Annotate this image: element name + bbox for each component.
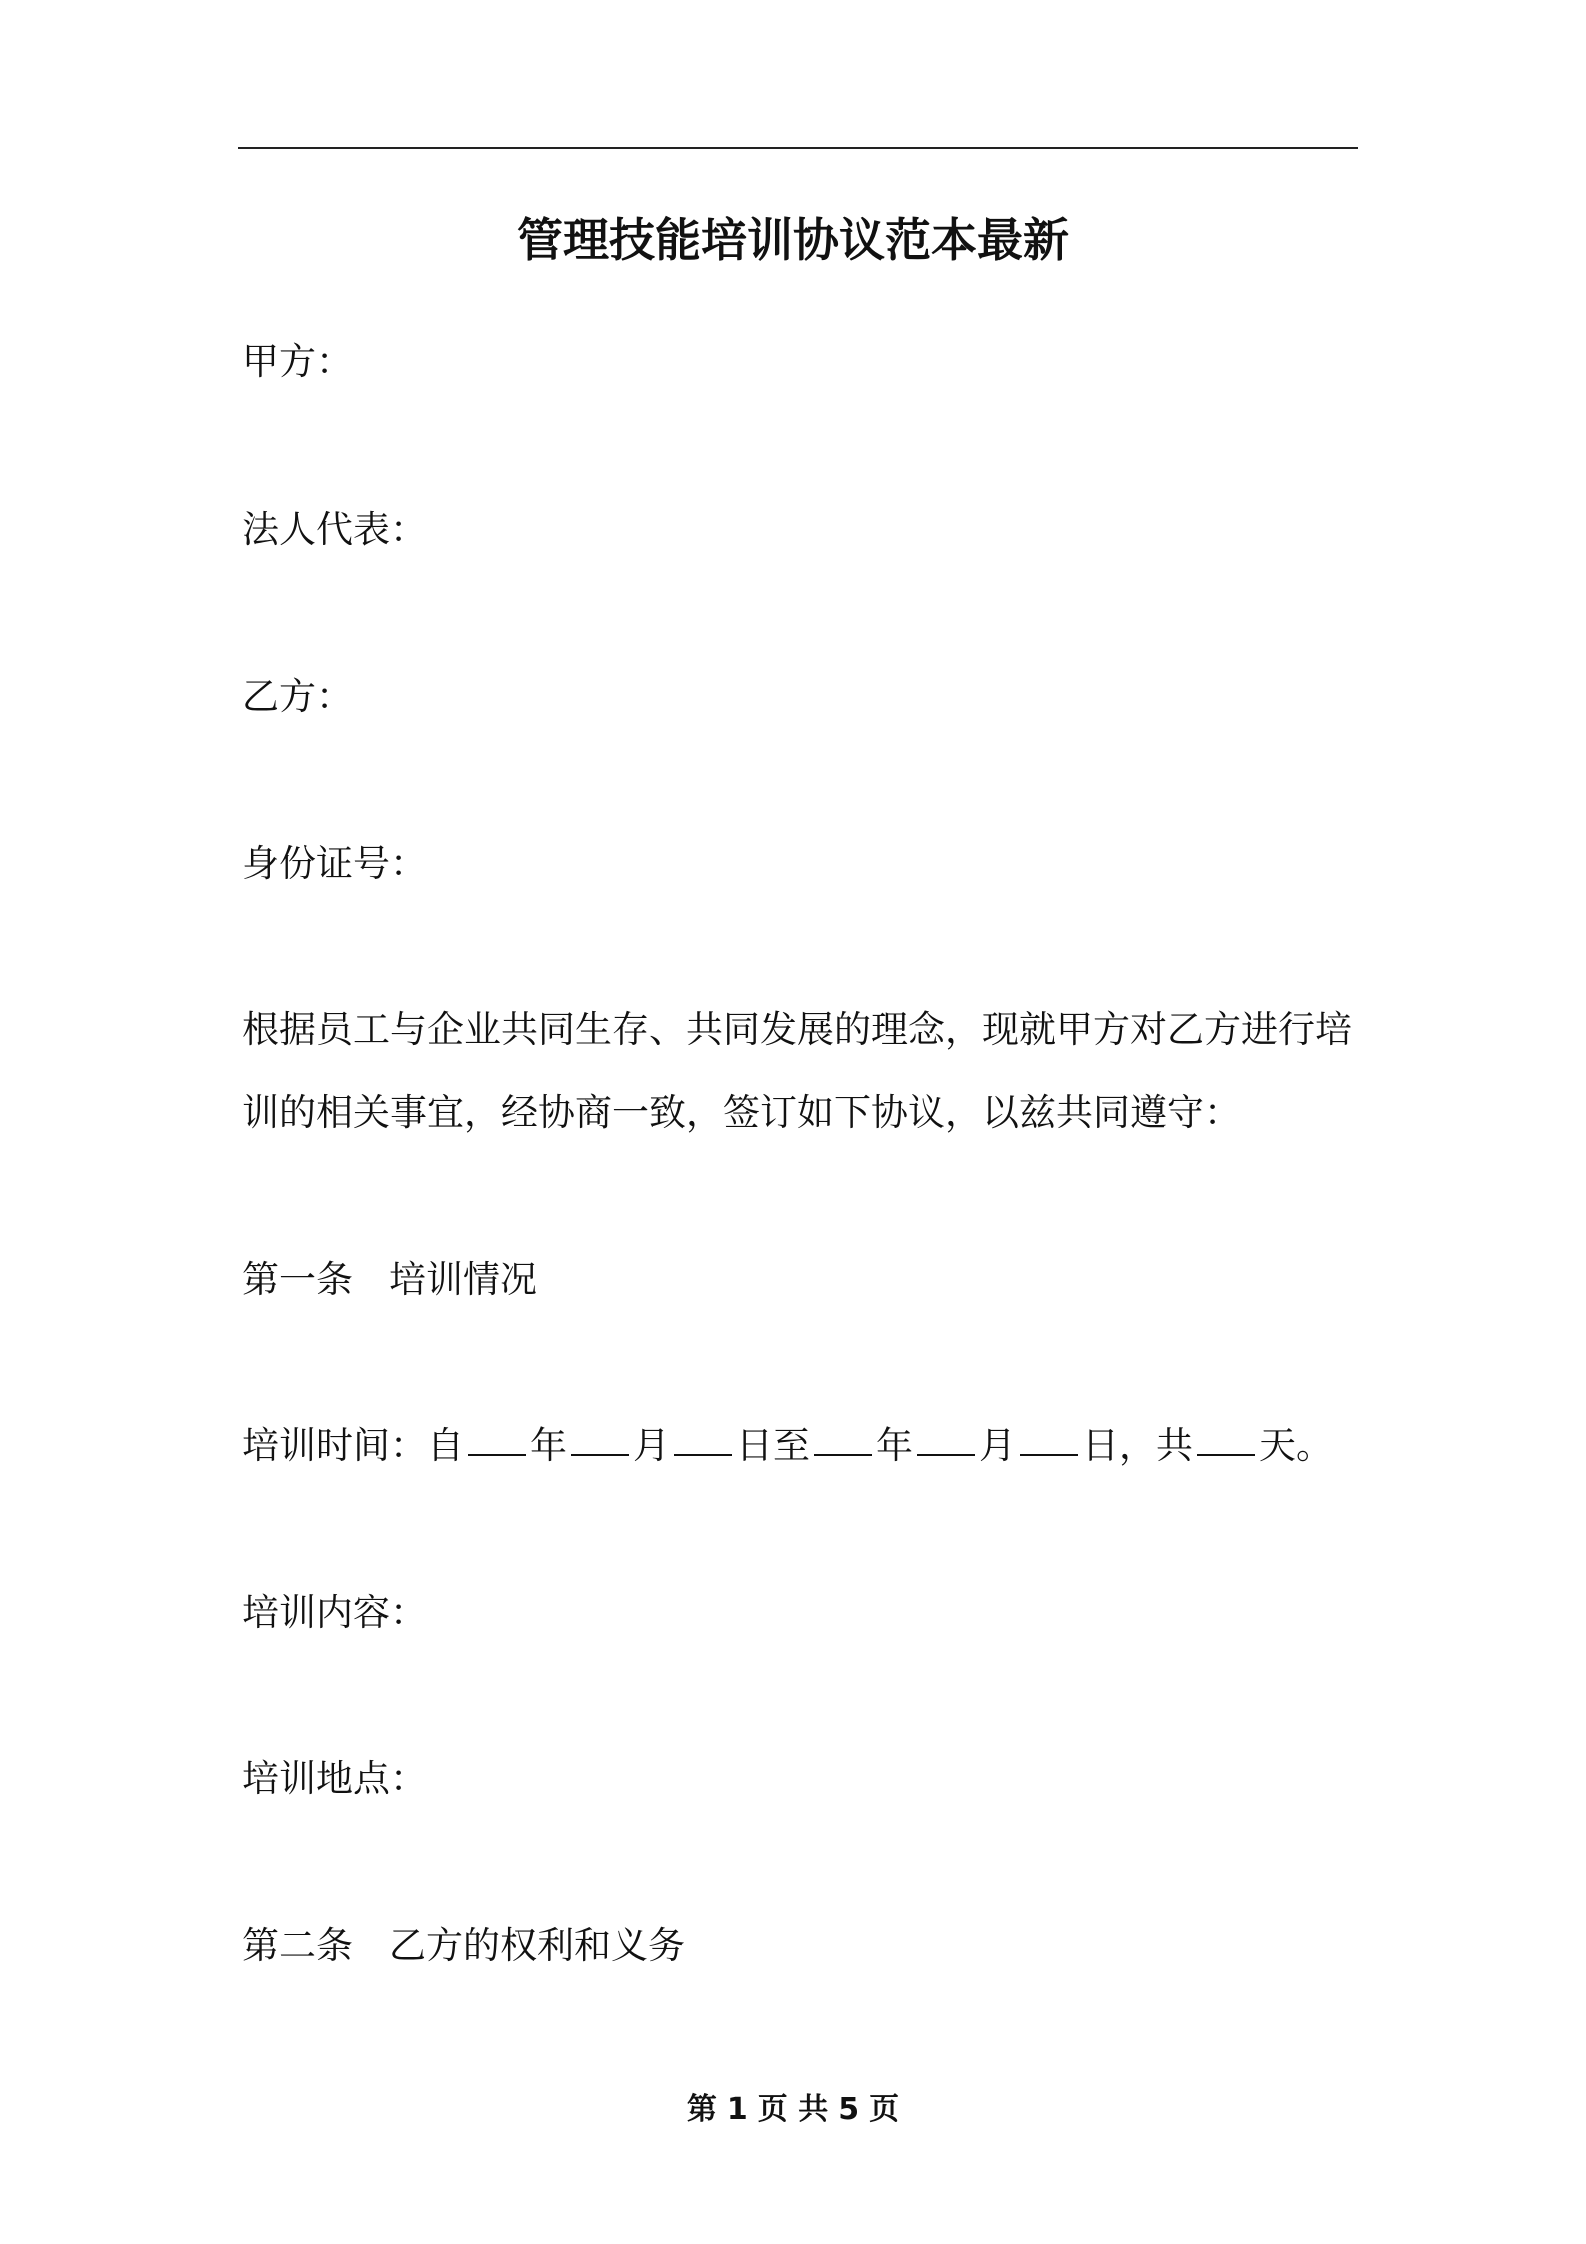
end-month-blank xyxy=(917,1420,975,1456)
end-year-blank xyxy=(814,1420,872,1456)
training-time-label: 培训时间：自 xyxy=(242,1424,464,1467)
footer-suffix: 页 xyxy=(869,2092,900,2127)
days-count-blank xyxy=(1197,1420,1255,1456)
article-1-heading xyxy=(242,1250,537,1310)
training-location-field: 培训地点： xyxy=(242,1757,427,1800)
footer-prefix: 第 xyxy=(686,2092,717,2127)
article-2-heading xyxy=(242,1916,685,1976)
start-year-blank xyxy=(468,1420,526,1456)
document-title: 管理技能培训协议范本最新 xyxy=(517,213,1069,267)
header-rule xyxy=(238,147,1358,149)
intro-paragraph-line-1: 根据员工与企业共同生存、共同发展的理念，现就甲方对乙方进行培 xyxy=(242,1008,1352,1051)
footer-middle: 页 共 xyxy=(757,2092,829,2127)
total-pages-number: 5 xyxy=(838,2092,860,2127)
start-month-blank xyxy=(571,1420,629,1456)
intro-paragraph-line-2: 训的相关事宜，经协商一致，签订如下协议，以兹共同遵守： xyxy=(242,1091,1241,1134)
training-time-line xyxy=(242,1416,1333,1476)
article-2-number: 第二条 xyxy=(242,1924,353,1967)
training-content-field: 培训内容： xyxy=(242,1591,427,1634)
current-page-number: 1 xyxy=(726,2092,748,2127)
article-1-number: 第一条 xyxy=(242,1258,353,1301)
id-number-field: 身份证号： xyxy=(242,842,427,885)
article-2-title: 乙方的权利和义务 xyxy=(389,1924,685,1967)
year2-label: 年 xyxy=(876,1424,913,1467)
article-1-title: 培训情况 xyxy=(389,1258,537,1301)
end-day-blank xyxy=(1020,1420,1078,1456)
year-label: 年 xyxy=(530,1424,567,1467)
start-day-blank xyxy=(674,1420,732,1456)
days-label: 天。 xyxy=(1259,1424,1333,1467)
month2-label: 月 xyxy=(979,1424,1016,1467)
day-to-label: 日至 xyxy=(736,1424,810,1467)
party-b-field: 乙方： xyxy=(242,675,353,718)
page-footer xyxy=(0,2088,1586,2132)
month-label: 月 xyxy=(633,1424,670,1467)
legal-rep-field: 法人代表： xyxy=(242,508,427,551)
party-a-field: 甲方： xyxy=(242,340,353,383)
day-total-label: 日，共 xyxy=(1082,1424,1193,1467)
